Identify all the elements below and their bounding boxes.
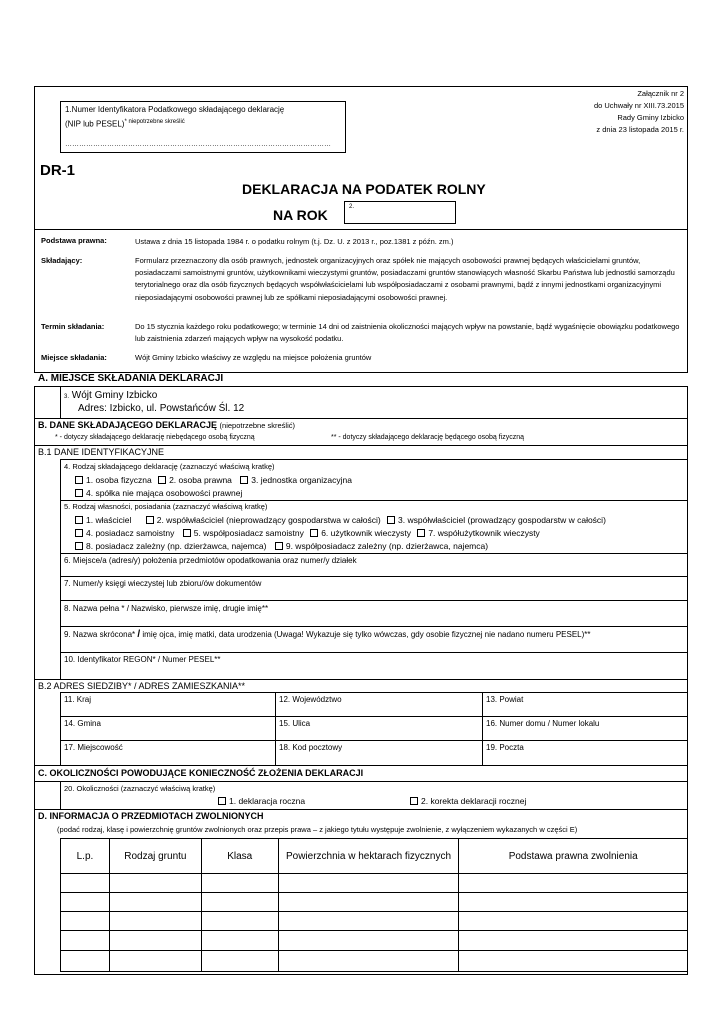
year-label: NA ROK: [273, 207, 328, 223]
field10-regon-pesel[interactable]: 10. Identyfikator REGON* / Numer PESEL**: [64, 655, 221, 664]
field5-opt3[interactable]: 3. współwłaściciel (prowadzący gospodarstw w całości): [387, 515, 606, 525]
annex-note: Załącznik nr 2 do Uchwały nr XIII.73.2015 Rady Gminy Izbicko z dnia 23 listopada 2015 r.: [593, 89, 684, 134]
field18-postal-code[interactable]: 18. Kod pocztowy: [279, 743, 343, 752]
field5-opt6[interactable]: 6. użytkownik wieczysty: [310, 528, 411, 538]
field9-short-name[interactable]: 9. Nazwa skrócona* / imię ojca, imię matki, data urodzenia (Uwaga! Wykazuje się tylko wówczas, gdy osobie fizycznej nie nadano numeru PESEL)**: [64, 629, 591, 640]
field14-commune[interactable]: 14. Gmina: [64, 719, 101, 728]
checkbox[interactable]: [75, 476, 83, 484]
checkbox[interactable]: [310, 529, 318, 537]
field13-county[interactable]: 13. Powiat: [486, 695, 524, 704]
checkbox[interactable]: [275, 542, 283, 550]
field12-voivodeship[interactable]: 12. Województwo: [279, 695, 342, 704]
field17-city[interactable]: 17. Miejscowość: [64, 743, 123, 752]
divider: [34, 229, 688, 230]
nip-box[interactable]: 1.Numer Identyfikatora Podatkowego składającego deklarację (NIP lub PESEL)$^{* niepotrzebne skreślić}$ ……………………………………………………………………………………………………: [60, 101, 346, 153]
field5-opt7[interactable]: 7. współużytkownik wieczysty: [417, 528, 539, 538]
field6-location[interactable]: 6. Miejsce/a (adres/y) położenia przedmiotów opodatkowania oraz numer/y działek: [64, 556, 357, 565]
section-b1-title: B.1 DANE IDENTYFIKACYJNE: [38, 447, 165, 457]
field20-opt2[interactable]: 2. korekta deklaracji rocznej: [410, 796, 526, 806]
section-b2-title: B.2 ADRES SIEDZIBY* / ADRES ZAMIESZKANIA**: [38, 681, 246, 691]
checkbox[interactable]: [417, 529, 425, 537]
field7-land-register[interactable]: 7. Numer/y księgi wieczystej lub zbioru/ów dokumentów: [64, 579, 262, 588]
exempt-items-table: [60, 838, 688, 972]
field4-opt4[interactable]: 4. spółka nie mająca osobowości prawnej: [75, 488, 242, 498]
field5-opt8[interactable]: 8. posiadacz zależny (np. dzierżawca, najemca): [75, 541, 266, 551]
field5-opt1[interactable]: 1. właściciel: [75, 515, 131, 525]
checkbox[interactable]: [387, 516, 395, 524]
tax-office-address: Adres: Izbicko, ul. Powstańców Śl. 12: [78, 403, 245, 414]
checkbox[interactable]: [218, 797, 226, 805]
field5-opt9[interactable]: 9. współposiadacz zależny (np. dzierżawca, najemca): [275, 541, 488, 551]
form-title: DEKLARACJA NA PODATEK ROLNY: [242, 181, 486, 197]
form-code: DR-1: [40, 162, 76, 179]
field4-opt3[interactable]: 3. jednostka organizacyjna: [240, 475, 352, 485]
tax-office: 3. Wójt Gminy Izbicko: [64, 390, 158, 401]
section-a-title: A. MIEJSCE SKŁADANIA DEKLARACJI: [34, 373, 688, 386]
field19-post-office[interactable]: 19. Poczta: [486, 743, 524, 752]
section-c-title: C. OKOLICZNOŚCI POWODUJĄCE KONIECZNOŚĆ ZŁOŻENIA DEKLARACJI: [38, 768, 364, 778]
field5-opt4[interactable]: 4. posiadacz samoistny: [75, 528, 174, 538]
field5-opt2[interactable]: 2. współwłaściciel (nieprowadzący gospodarstwa w całości): [146, 515, 381, 525]
checkbox[interactable]: [75, 489, 83, 497]
checkbox[interactable]: [410, 797, 418, 805]
section-b-title: B. DANE SKŁADAJĄCEGO DEKLARACJĘ (niepotrzebne skreślić): [38, 420, 295, 430]
field11-country[interactable]: 11. Kraj: [64, 695, 91, 704]
field5-opt5[interactable]: 5. współposiadacz samoistny: [183, 528, 304, 538]
field15-street[interactable]: 15. Ulica: [279, 719, 311, 728]
field20-opt1[interactable]: 1. deklaracja roczna: [218, 796, 305, 806]
checkbox[interactable]: [75, 529, 83, 537]
table-row[interactable]: [61, 893, 688, 912]
field4-opt2[interactable]: 2. osoba prawna: [158, 475, 232, 485]
table-row[interactable]: [61, 874, 688, 893]
checkbox[interactable]: [183, 529, 191, 537]
field16-house-number[interactable]: 16. Numer domu / Numer lokalu: [486, 719, 600, 728]
table-row[interactable]: [61, 951, 688, 972]
checkbox[interactable]: [75, 516, 83, 524]
checkbox[interactable]: [240, 476, 248, 484]
table-header: L.p. Rodzaj gruntu Klasa Powierzchnia w hektarach fizycznych Podstawa prawna zwolnienia: [61, 839, 688, 874]
year-input[interactable]: 2.: [344, 201, 456, 224]
table-row[interactable]: [61, 912, 688, 931]
section-d-subtitle: (podać rodzaj, klasę i powierzchnię gruntów zwolnionych oraz przepis prawa – z jakiego tytułu występuje zwolnienie, z wyłączeniem wykazanych w części E): [57, 825, 578, 834]
checkbox[interactable]: [146, 516, 154, 524]
table-row[interactable]: [61, 931, 688, 951]
checkbox[interactable]: [158, 476, 166, 484]
section-d-title: D. INFORMACJA O PRZEDMIOTACH ZWOLNIONYCH: [38, 811, 264, 821]
field8-full-name[interactable]: 8. Nazwa pełna * / Nazwisko, pierwsze imię, drugie imię**: [64, 604, 269, 613]
field4-opt1[interactable]: 1. osoba fizyczna: [75, 475, 152, 485]
checkbox[interactable]: [75, 542, 83, 550]
